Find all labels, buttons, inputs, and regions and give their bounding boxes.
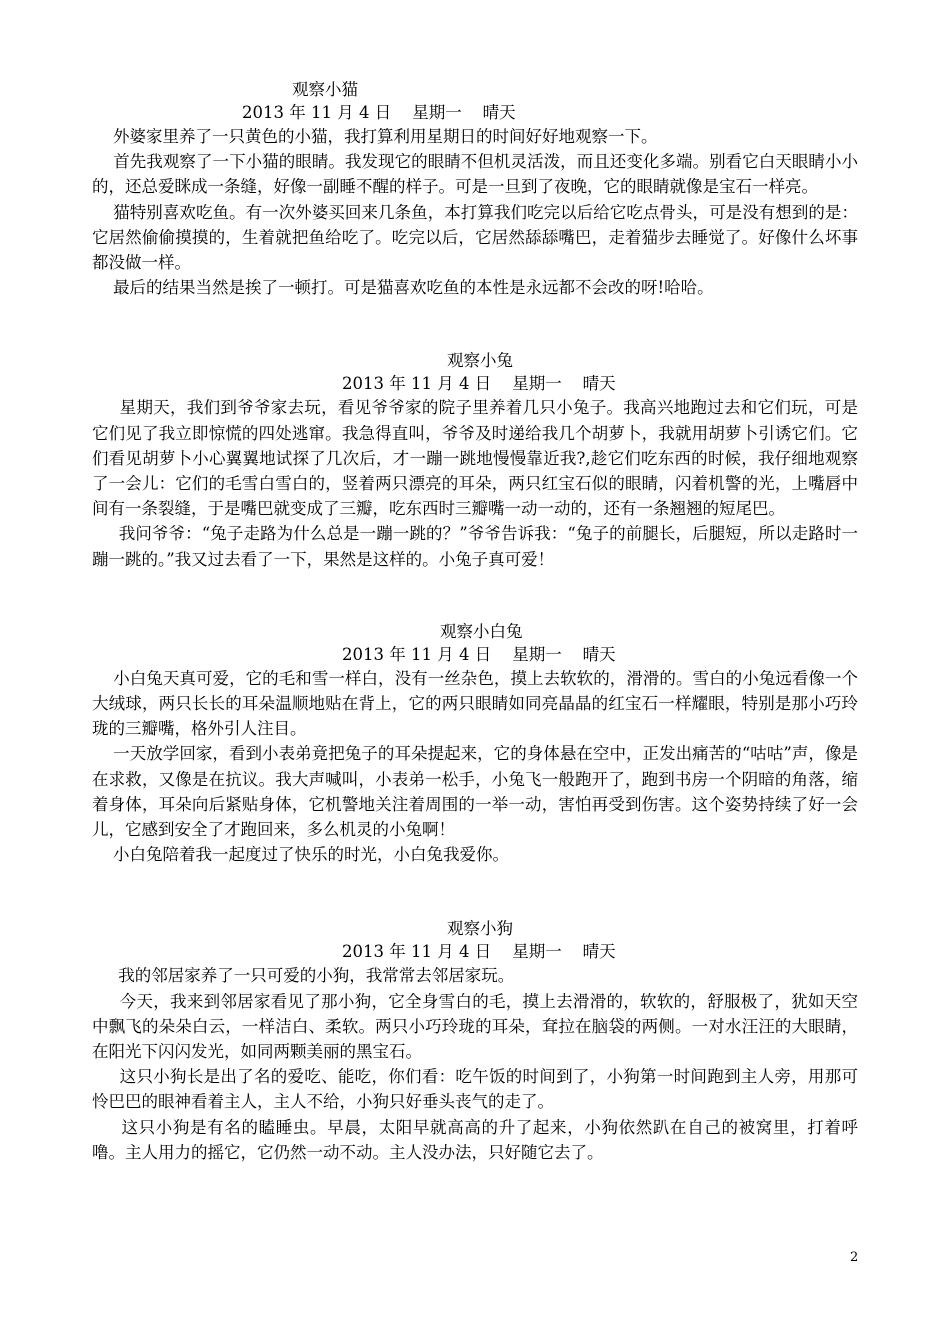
essay-date: 2013 年 11 月 4 日 星期一 晴天 [342, 942, 616, 962]
paragraph: 小白兔天真可爱，它的毛和雪一样白，没有一丝杂色，摸上去软软的，滑滑的。雪白的小兔远看像一个大绒球，两只长长的耳朵温顺地贴在背上，它的两只眼睛如同亮晶晶的红宝石一样耀眼，特别是那小巧玲珑的三瓣嘴，格外引人注目。 [92, 668, 859, 739]
paragraph: 我的邻居家养了一只可爱的小狗，我常常去邻居家玩。 [92, 966, 515, 986]
spacer [92, 572, 858, 620]
paragraph: 猫特别喜欢吃鱼。有一次外婆买回来几条鱼，本打算我们吃完以后给它吃点骨头，可是没有想到的是：它居然偷偷摸摸的，生着就把鱼给吃了。吃完以后，它居然舔舔嘴巴，走着猫步去睡觉了。好像什么坏事都没做一样。 [92, 202, 859, 273]
essay-date: 2013 年 11 月 4 日 星期一 晴天 [242, 103, 516, 122]
paragraph: 这只小狗长是出了名的爱吃、能吃，你们看：吃午饭的时间到了，小狗第一时间跑到主人旁，用那可怜巴巴的眼神看着主人，主人不给，小狗只好垂头丧气的走了。 [92, 1067, 859, 1112]
essay-date: 2013 年 11 月 4 日 星期一 晴天 [342, 374, 616, 394]
paragraph: 小白兔陪着我一起度过了快乐的时光，小白兔我爱你。 [92, 845, 509, 865]
essay-white-rabbit [92, 620, 858, 868]
paragraph: 星期天，我们到爷爷家去玩，看见爷爷家的院子里养着几只小兔子。我高兴地跑过去和它们玩，可是它们见了我立即惊慌的四处逃窜。我急得直叫，爷爷及时递给我几个胡萝卜，我就用胡萝卜引诱它们。它们看见胡萝卜小心翼翼地试探了几次后，才一蹦一跳地慢慢靠近我?,趁它们吃东西的时候，我仔细地观察了一会儿：它们的毛雪白雪白的，竖着两只漂亮的耳朵，两只红宝石似的眼睛，闪着机警的光，上嘴唇中间有一条裂缝，于是嘴巴就变成了三瓣，吃东西时三瓣嘴一动一动的，还有一条翘翘的短尾巴。 [92, 398, 859, 519]
page-number: 2 [850, 1250, 859, 1265]
spacer [92, 867, 858, 917]
essay-title: 观察小白兔 [440, 621, 523, 641]
essay-date: 2013 年 11 月 4 日 星期一 晴天 [342, 644, 616, 664]
essay-cat [92, 78, 858, 300]
spacer [92, 300, 858, 349]
paragraph: 这只小狗是有名的瞌睡虫。早晨，太阳早就高高的升了起来，小狗依然趴在自己的被窝里，打着呼噜。主人用力的摇它，它仍然一动不动。主人没办法，只好随它去了。 [92, 1117, 858, 1162]
essay-title: 观察小猫 [292, 80, 358, 99]
paragraph: 今天，我来到邻居家看见了那小狗，它全身雪白的毛，摸上去滑滑的，软软的，舒服极了，犹如天空中飘飞的朵朵白云，一样洁白、柔软。两只小巧玲珑的耳朵，耷拉在脑袋的两侧。一对水汪汪的大眼睛，在阳光下闪闪发光，如同两颗美丽的黑宝石。 [92, 991, 859, 1062]
paragraph: 一天放学回家，看到小表弟竟把兔子的耳朵提起来，它的身体悬在空中，正发出痛苦的“咕咕”声，像是在求救，又像是在抗议。我大声喊叫，小表弟一松手，小兔飞一般跑开了，跑到书房一个阴暗的角落，缩着身体，耳朵向后紧贴身体，它机警地关注着周围的一举一动，害怕再受到伤害。这个姿势持续了好一会儿，它感到安全了才跑回来，多么机灵的小兔啊！ [92, 744, 858, 840]
paragraph: 我问爷爷：“兔子走路为什么总是一蹦一跳的？”爷爷告诉我：“兔子的前腿长，后腿短，所以走路时一蹦一跳的。”我又过去看了一下，果然是这样的。小兔子真可爱！ [92, 524, 858, 569]
paragraph: 首先我观察了一下小猫的眼睛。我发现它的眼睛不但机灵活泼，而且还变化多端。别看它白天眼睛小小的，还总爱眯成一条缝，好像一副睡不醒的样子。可是一旦到了夜晚，它的眼睛就像是宝石一样亮。 [92, 152, 859, 197]
document-page [92, 78, 858, 1165]
essay-rabbit [92, 349, 858, 571]
paragraph: 最后的结果当然是挨了一顿打。可是猫喜欢吃鱼的本性是永远都不会改的呀!哈哈。 [92, 278, 714, 298]
essay-dog [92, 917, 858, 1165]
essay-title: 观察小兔 [447, 351, 513, 371]
essay-title: 观察小狗 [447, 919, 513, 939]
paragraph: 外婆家里养了一只黄色的小猫，我打算利用星期日的时间好好地观察一下。 [92, 127, 658, 146]
